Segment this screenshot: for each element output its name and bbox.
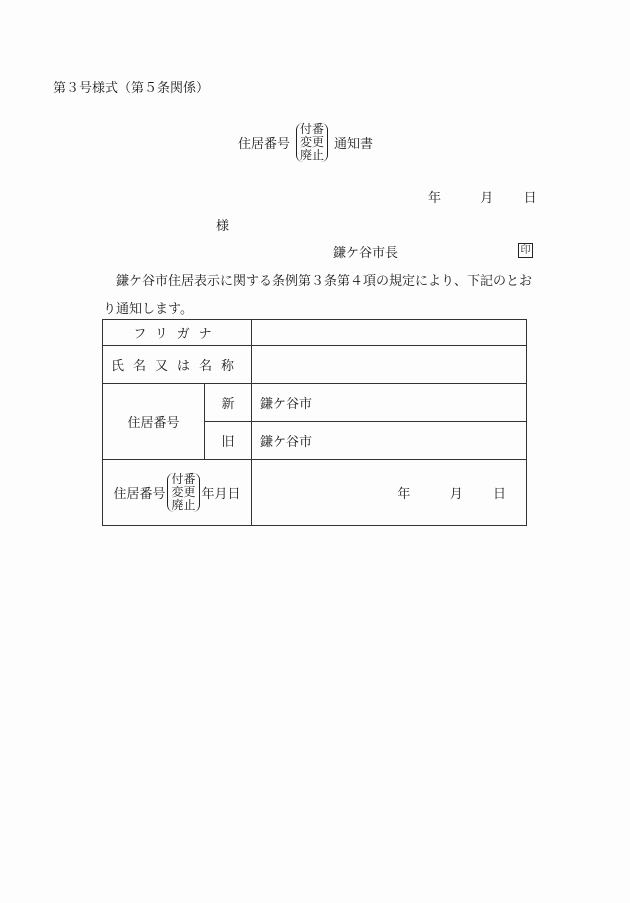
furigana-label: フリガナ [133, 327, 221, 342]
name-label-cell [103, 346, 252, 384]
date-label [113, 473, 240, 512]
date-value-day: 日 [492, 487, 506, 502]
issue-date-day: 日 [523, 191, 537, 206]
address-label-cell [103, 384, 205, 460]
date-label-suffix: 年月日 [201, 487, 241, 502]
issue-date-year: 年 [428, 191, 442, 206]
date-option-abolish: 廃止 [171, 498, 196, 512]
notice-body: 鎌ケ谷市住居表示に関する条例第３条第４項の規定により、下記のとおり通知します。 [103, 274, 533, 317]
title-options-bracket [296, 123, 328, 162]
furigana-value [252, 320, 527, 346]
old-address-value: 鎌ケ谷市 [252, 422, 527, 460]
issue-date [428, 187, 537, 206]
title-option-abolish: 廃止 [300, 147, 325, 162]
date-option-change: 変更 [171, 485, 196, 499]
issue-date-month: 月 [480, 191, 494, 206]
document-title [238, 121, 373, 163]
new-address-value: 鎌ケ谷市 [252, 384, 527, 422]
new-label: 新 [205, 384, 252, 422]
title-option-change: 変更 [300, 134, 325, 149]
date-value-month: 月 [449, 487, 463, 502]
name-value [252, 346, 527, 384]
title-option-assign: 付番 [300, 121, 325, 136]
issuer-name: 鎌ケ谷市長 [333, 246, 399, 261]
old-label: 旧 [205, 422, 252, 460]
form-number: 第３号様式（第５条関係） [53, 81, 210, 96]
address-label: 住居番号 [127, 416, 180, 431]
title-prefix: 住居番号 [238, 136, 291, 152]
date-value-year: 年 [397, 487, 411, 502]
notice-table [102, 319, 527, 526]
recipient-honorific: 様 [216, 219, 230, 234]
date-label-cell [103, 460, 252, 526]
furigana-label-cell [103, 320, 252, 346]
title-suffix: 通知書 [334, 136, 374, 152]
name-label: 氏名又は名称 [110, 359, 243, 374]
seal-mark: 印 [518, 243, 533, 258]
date-label-prefix: 住居番号 [113, 487, 166, 502]
date-value-cell [252, 460, 527, 526]
date-option-assign: 付番 [171, 472, 196, 486]
date-label-options-bracket [167, 473, 199, 512]
